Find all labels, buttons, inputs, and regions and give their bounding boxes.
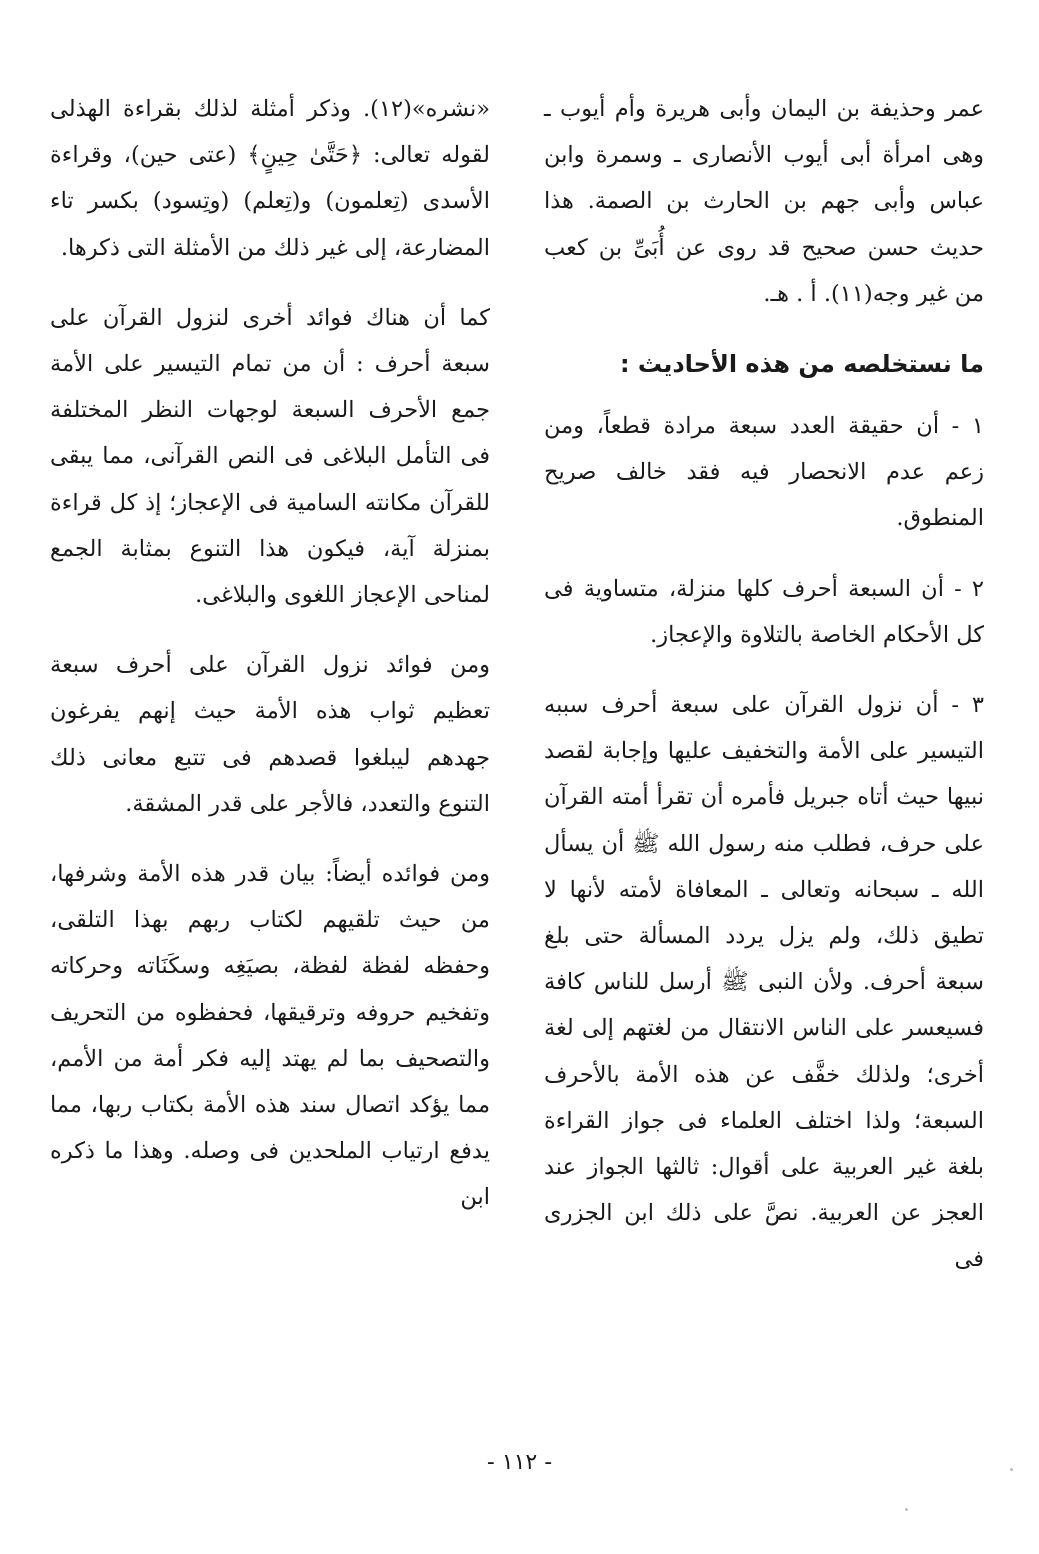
scan-speck	[905, 1508, 908, 1511]
section-heading: ما نستخلصه من هذه الأحاديث :	[619, 350, 984, 379]
paragraph-readings-examples: «نشره»(١٢). وذكر أمثلة لذلك بقراءة الهذلى لقوله تعالى: ﴿حَتَّىٰ حِينٍ﴾ (عتى حين)، وقراءة الأسدى (تِعلمون) و(تِعلم) (وتِسود) بكسر تاء المضارعة، إلى غير ذلك من الأمثلة التى ذكرها.	[50, 96, 490, 261]
page-number: - ١١٢ -	[486, 1450, 553, 1475]
list-item-1: ١ - أن حقيقة العدد سبعة مرادة قطعاً، ومن زعم عدم الانحصار فيه فقد خالف صريح المنطوق.	[544, 413, 984, 532]
list-item-3: ٣ - أن نزول القرآن على سبعة أحرف سببه التيسير على الأمة والتخفيف عليها وإجابة لقصد نبيها حيث أتاه جبريل فأمره أن تقرأ أمته القرآن على حرف، فطلب منه رسول الله ﷺ أن يسأل الله ـ سبحانه وتعالى ـ المعافاة لأمته لأنها لا تطيق ذلك، ولم يزل يردد المسألة حتى بلغ سبعة أحرف. ولأن النبى ﷺ أرسل للناس كافة فسيعسر على الناس الانتقال من لغتهم إلى لغة أخرى؛ ولذلك خفَّف عن هذه الأمة بالأحرف السبعة؛ ولذا اختلف العلماء فى جواز القراءة بلغة غير العربية على أقوال: ثالثها الجواز عند العجز عن العربية. نصَّ على ذلك ابن الجزرى فى	[544, 692, 984, 1273]
scan-speck	[1010, 1468, 1013, 1471]
paragraph-reward: ومن فوائد نزول القرآن على أحرف سبعة تعظيم ثواب هذه الأمة حيث إنهم يفرغون جهدهم ليبلغوا قصدهم فى تتبع معانى ذلك التنوع والتعدد، فالأجر على قدر المشقة.	[50, 652, 490, 817]
paragraph-other-benefits: كما أن هناك فوائد أخرى لنزول القرآن على سبعة أحرف : أن من تمام التيسير على الأمة جمع الأحرف السبعة لوجهات النظر المختلفة فى التأمل البلاغى فى النص القرآنى، مما يبقى للقرآن مكانته السامية فى الإعجاز؛ إذ كل قراءة بمنزلة آية، فيكون هذا التنوع بمثابة الجمع لمناحى الإعجاز اللغوى والبلاغى.	[50, 304, 490, 609]
left-column	[50, 86, 490, 1245]
right-column	[544, 86, 984, 1307]
list-item-2: ٢ - أن السبعة أحرف كلها منزلة، متساوية فى كل الأحكام الخاصة بالتلاوة والإعجاز.	[544, 575, 984, 648]
paragraph-nation-honor: ومن فوائده أيضاً: بيان قدر هذه الأمة وشرفها، من حيث تلقيهم لكتاب ربهم بهذا التلقى، وحفظه لفظة لفظة، بصيَغِه وسكَنَاته وحركاته وتفخيم حروفه وترقيقها، فحفظوه من التحريف والتصحيف بما لم يهتد إليه فكر أمة من الأمم، مما يؤكد اتصال سند هذه الأمة بكتاب ربها، مما يدفع ارتياب الملحدين فى وصله. وهذا ما ذكره ابن	[50, 861, 490, 1211]
paragraph-hadith-narrators: عمر وحذيفة بن اليمان وأبى هريرة وأم أيوب ـ وهى امرأة أبى أيوب الأنصارى ـ وسمرة وابن عباس وأبى جهم بن الحارث بن الصمة. هذا حديث حسن صحيح قد روى عن أُبَىِّ بن كعب من غير وجه(١١). أ . هـ.	[544, 96, 984, 307]
